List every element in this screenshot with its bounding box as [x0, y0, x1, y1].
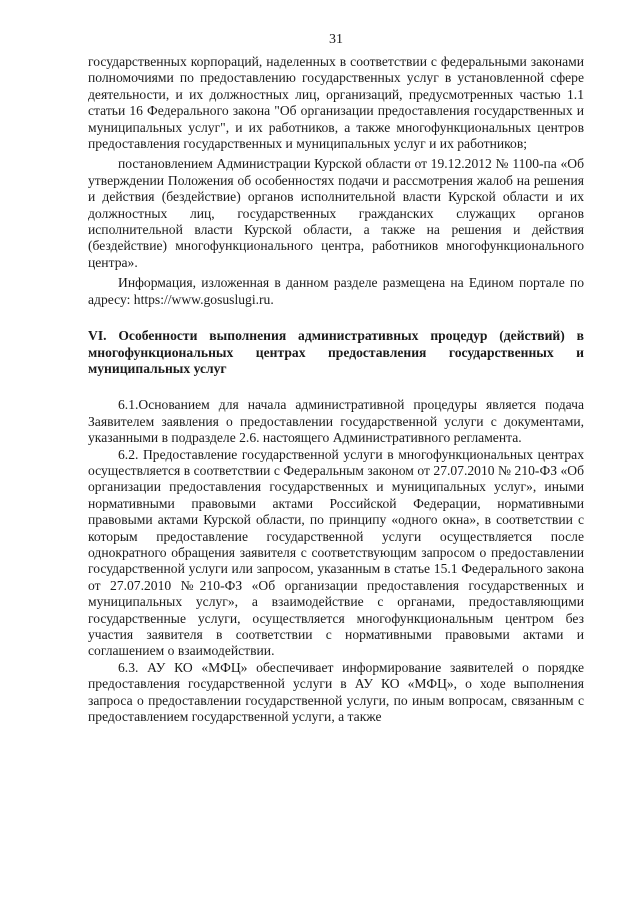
- paragraph-6-3: 6.3. АУ КО «МФЦ» обеспечивает информирование заявителей о порядке предоставления государственной услуги в АУ КО «МФЦ», о ходе выполнения запроса о предоставлении государственной услуги, по иным вопросам, связанным с предоставлением государственной услуги, а также: [88, 659, 584, 725]
- document-page: [88, 0, 584, 905]
- paragraph-6-2: 6.2. Предоставление государственной услуги в многофункциональных центрах осуществляется в соответствии с Федеральным законом от 27.07.2010 № 210-ФЗ «Об организации предоставления государственных и муниципальных услуг», иными нормативными правовыми актами Российской Федерации, нормативными правовыми актами Курской области, по принципу «одного окна», в соответствии с которым предоставление государственной услуги осуществляется после однократного обращения заявителя с соответствующим запросом о предоставлении государственной услуги или запросом, указанным в статье 15.1 Федерального закона от 27.07.2010 №210-ФЗ «Об организации предоставления государственных и муниципальных услуг», а взаимодействие с органами, предоставляющими государственные услуги, осуществляется многофункциональным центром без участия заявителя в соответствии с нормативными правовыми актами и соглашением о взаимодействии.: [88, 446, 584, 659]
- document-body: [88, 54, 584, 725]
- paragraph-portal-info: Информация, изложенная в данном разделе размещена на Едином портале по адресу: https://www.gosuslugi.ru.: [88, 275, 584, 307]
- section-heading-vi: VI. Особенности выполнения административных процедур (действий) в многофункциональных центрах предоставления государственных и муниципальных услуг: [88, 328, 584, 376]
- paragraph-kursk-decree: постановлением Администрации Курской области от 19.12.2012 № 1100-па «Об утверждении Положения об особенностях подачи и рассмотрения жалоб на решения и действия (бездействие) органов исполнительной власти Курской области и их должностных лиц, государственных гражданских служащих органов исполнительной власти Курской области, а также на решения и действия (бездействие) многофункционального центра, работников многофункционального центра».: [88, 156, 584, 270]
- paragraph-state-corporations: государственных корпораций, наделенных в соответствии с федеральными законами полномочиями по предоставлению государственных услуг в установленной сфере деятельности, и их должностных лиц, организаций, предусмотренных частью 1.1 статьи 16 Федерального закона "Об организации предоставления государственных и муниципальных услуг", и их работников, а также многофункциональных центров предоставления государственных и муниципальных услуг и их работников;: [88, 54, 584, 152]
- paragraph-6-1: 6.1.Основанием для начала административной процедуры является подача Заявителем заявления о предоставлении государственной услуги с документами, указанными в подразделе 2.6. настоящего Административного регламента.: [88, 397, 584, 446]
- page-number: 31: [329, 32, 343, 47]
